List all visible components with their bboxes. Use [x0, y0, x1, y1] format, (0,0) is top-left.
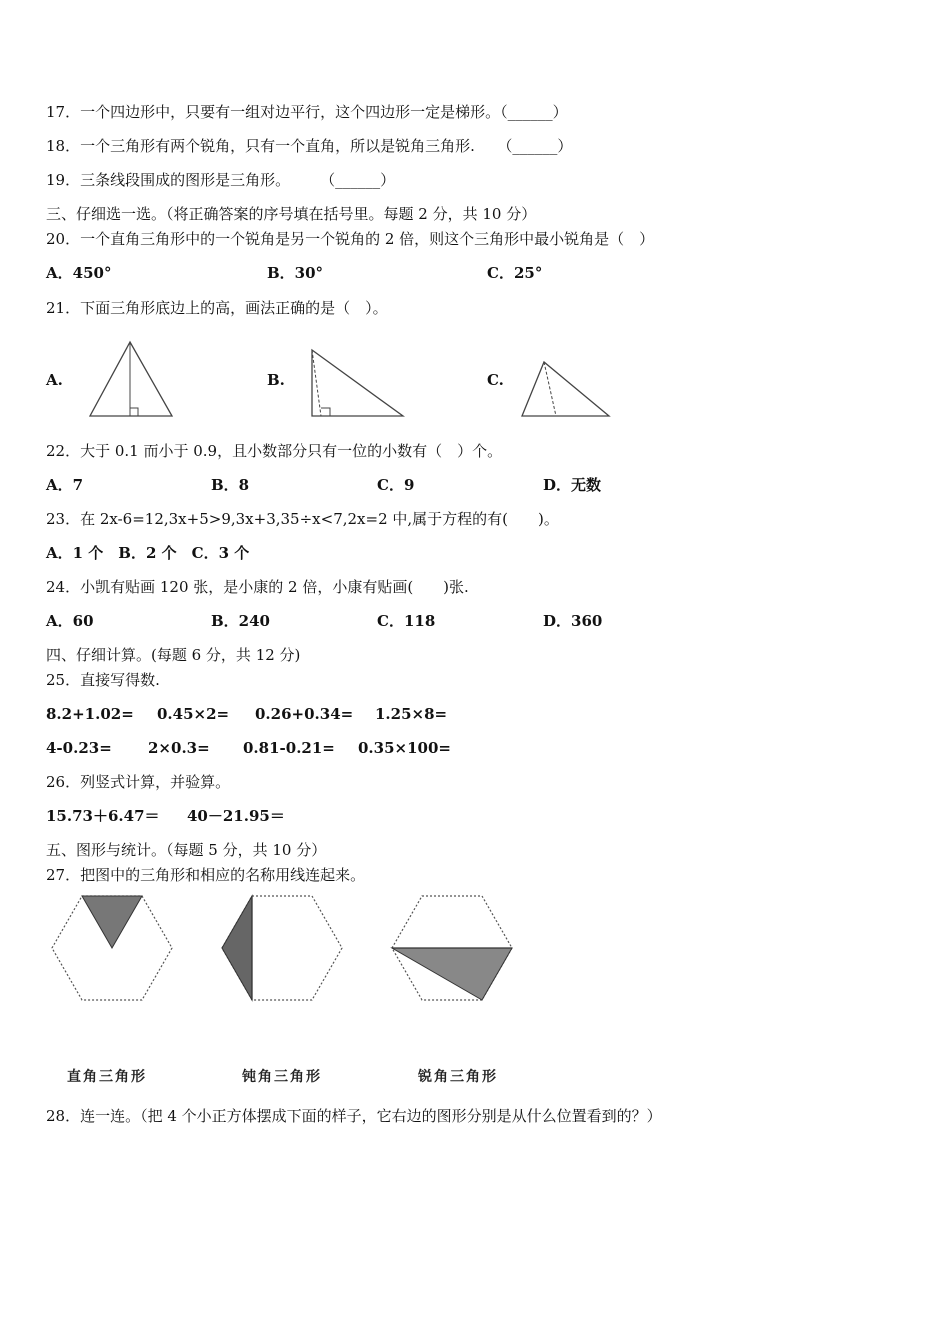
q26-item-2: 40－21.95＝: [187, 807, 285, 825]
q24-option-a: A．60: [46, 612, 94, 630]
q23-options: A．1 个 B．2 个 C．3 个: [46, 544, 250, 562]
q22-option-b: B．8: [211, 476, 250, 494]
q25-item-3: 0.26+0.34=: [255, 705, 354, 723]
question-20: 20．一个直角三角形中的一个锐角是另一个锐角的 2 倍，则这个三角形中最小锐角是（ ）: [46, 230, 655, 248]
question-17: 17．一个四边形中，只要有一组对边平行，这个四边形一定是梯形。（______）: [46, 103, 568, 121]
question-18: 18．一个三角形有两个锐角，只有一个直角，所以是锐角三角形. （______）: [46, 137, 573, 155]
question-27: 27．把图中的三角形和相应的名称用线连起来。: [46, 866, 366, 884]
q24-option-b: B．240: [211, 612, 270, 630]
q21-option-c: C.: [487, 371, 504, 389]
q26-item-1: 15.73＋6.47＝: [46, 807, 160, 825]
q20-option-a: A．450°: [46, 264, 112, 282]
hexagon-figure-3: [390, 893, 514, 1003]
section-4-heading: 四、仔细计算。(每题 6 分，共 12 分): [46, 646, 301, 664]
q25-item-8: 0.35×100=: [358, 739, 451, 757]
hexagon-figure-1: [50, 893, 174, 1003]
q20-option-c: C．25°: [487, 264, 543, 282]
q22-option-d: D．无数: [543, 476, 602, 494]
q25-item-1: 8.2+1.02=: [46, 705, 134, 723]
q24-option-d: D．360: [543, 612, 603, 630]
q21-option-b: B.: [267, 371, 285, 389]
question-26: 26．列竖式计算，并验算。: [46, 773, 231, 791]
q25-item-6: 2×0.3=: [148, 739, 210, 757]
q20-option-b: B．30°: [267, 264, 324, 282]
question-24: 24．小凯有贴画 120 张，是小康的 2 倍，小康有贴画( )张.: [46, 578, 469, 596]
section-5-heading: 五、图形与统计。（每题 5 分，共 10 分）: [46, 841, 327, 859]
label-right-triangle: 直角三角形: [67, 1069, 147, 1085]
question-25: 25．直接写得数.: [46, 671, 160, 689]
section-3-heading: 三、仔细选一选。（将正确答案的序号填在括号里。每题 2 分，共 10 分）: [46, 205, 537, 223]
q24-option-c: C．118: [377, 612, 436, 630]
q25-item-7: 0.81-0.21=: [243, 739, 335, 757]
q22-option-a: A．7: [46, 476, 84, 494]
triangle-a-figure: [88, 340, 174, 418]
question-19: 19．三条线段围成的图形是三角形。 （______）: [46, 171, 396, 189]
q22-option-c: C．9: [377, 476, 415, 494]
hexagon-figure-2: [220, 893, 344, 1003]
triangle-b-figure: [309, 348, 405, 418]
label-acute-triangle: 锐角三角形: [418, 1069, 498, 1085]
question-28: 28．连一连。（把 4 个小正方体摆成下面的样子，它右边的图形分别是从什么位置看到的？）: [46, 1107, 662, 1125]
q21-option-a: A.: [46, 371, 63, 389]
q25-item-2: 0.45×2=: [157, 705, 230, 723]
q25-item-5: 4-0.23=: [46, 739, 112, 757]
question-23: 23．在 2x-6=12,3x+5>9,3x+3,35÷x<7,2x=2 中,属于方程的有( )。: [46, 510, 559, 528]
label-obtuse-triangle: 钝角三角形: [242, 1069, 322, 1085]
q25-item-4: 1.25×8=: [375, 705, 448, 723]
triangle-c-figure: [520, 360, 612, 418]
question-22: 22．大于 0.1 而小于 0.9，且小数部分只有一位的小数有（ ）个。: [46, 442, 503, 460]
question-21: 21．下面三角形底边上的高，画法正确的是（ ）。: [46, 299, 388, 317]
